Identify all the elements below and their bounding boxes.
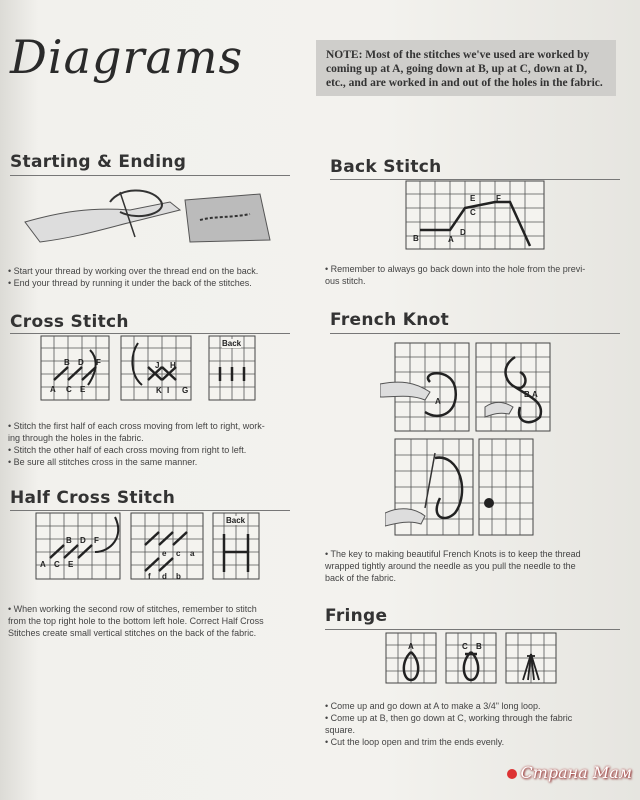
heading-cross-stitch: Cross Stitch <box>10 312 129 332</box>
label-e: E <box>80 385 86 394</box>
bullet: • Be sure all stitches cross in the same manner. <box>8 457 198 467</box>
french-knot-grid-4 <box>478 438 534 536</box>
label-c-lower: c <box>176 549 181 558</box>
label-f: F <box>94 536 99 545</box>
label-j: J <box>155 361 160 370</box>
bullet: • End your thread by running it under the back of the stitches. <box>8 278 252 288</box>
label-a: A <box>435 397 441 406</box>
bullet: back of the fabric. <box>325 573 397 583</box>
label-b-lower: b <box>176 572 181 581</box>
bullet: • Come up and go down at A to make a 3/4" long loop. <box>325 701 541 711</box>
label-a: A <box>40 560 46 569</box>
label-d: D <box>78 358 84 367</box>
fringe-grid-3 <box>505 632 557 684</box>
starting-ending-text <box>8 265 298 289</box>
label-d-lower: d <box>162 572 167 581</box>
french-knot-grid-3 <box>385 438 475 536</box>
cross-stitch-text <box>8 420 300 468</box>
half-cross-grid-1 <box>35 512 121 580</box>
bullet: • When working the second row of stitches, remember to stitch <box>8 604 257 614</box>
watermark-text: Страна Мам <box>520 763 632 782</box>
bullet: square. <box>325 725 356 735</box>
divider <box>10 510 290 511</box>
label-c: C <box>470 208 476 217</box>
bullet: ing through the holes in the fabric. <box>8 433 144 443</box>
label-i: I <box>167 386 170 395</box>
label-a: A <box>532 390 538 399</box>
back-label: Back <box>222 339 242 348</box>
bullet: wrapped tightly around the needle as you pull the needle to the <box>325 561 576 571</box>
bullet: • Stitch the first half of each cross moving from left to right, work- <box>8 421 265 431</box>
watermark-logo-icon <box>507 769 517 779</box>
heading-starting-ending: Starting & Ending <box>10 152 187 172</box>
heading-half-cross-stitch: Half Cross Stitch <box>10 488 176 508</box>
label-k: K <box>156 386 162 395</box>
label-a-lower: a <box>190 549 195 558</box>
half-cross-grid-2 <box>130 512 204 580</box>
starting-ending-illustration <box>20 182 290 254</box>
page-title: Diagrams <box>10 30 244 84</box>
label-d: D <box>80 536 86 545</box>
heading-french-knot: French Knot <box>330 310 450 330</box>
label-d: D <box>460 228 466 237</box>
label-a: A <box>448 235 454 244</box>
label-c: C <box>462 642 468 651</box>
label-b: B <box>413 234 419 243</box>
heading-fringe: Fringe <box>325 606 388 626</box>
label-e: E <box>470 194 476 203</box>
label-c: C <box>54 560 60 569</box>
label-b: B <box>64 358 70 367</box>
note-box: NOTE: Most of the stitches we've used are worked by coming up at A, going down at B, up at C, down at D, etc., and are worked in and out of the holes in the fabric. <box>316 40 616 96</box>
french-knot-grid-1 <box>380 342 470 432</box>
watermark <box>507 763 632 782</box>
bullet: Stitches create small vertical stitches on the back of the fabric. <box>8 628 257 638</box>
label-b: B <box>476 642 482 651</box>
bullet: ous stitch. <box>325 276 366 286</box>
bullet: • Come up at B, then go down at C, working through the fabric <box>325 713 573 723</box>
fringe-text <box>325 700 625 748</box>
divider <box>10 175 290 176</box>
divider <box>330 333 620 334</box>
fringe-grid-1 <box>385 632 437 684</box>
heading-back-stitch: Back Stitch <box>330 157 442 177</box>
fringe-grid-2 <box>445 632 497 684</box>
label-a: A <box>50 385 56 394</box>
divider <box>325 629 620 630</box>
label-h: H <box>170 361 176 370</box>
label-f-lower: f <box>148 572 151 581</box>
bullet: • Remember to always go back down into the hole from the previ- <box>325 264 586 274</box>
label-c: C <box>66 385 72 394</box>
divider <box>10 333 290 334</box>
label-e-lower: e <box>162 549 167 558</box>
bullet: • Cut the loop open and trim the ends evenly. <box>325 737 505 747</box>
bullet: • Start your thread by working over the thread end on the back. <box>8 266 259 276</box>
bullet: from the top right hole to the bottom left hole. Correct Half Cross <box>8 616 264 626</box>
french-knot-text <box>325 548 625 584</box>
label-g: G <box>182 386 189 395</box>
french-knot-grid-2 <box>475 342 565 432</box>
bullet: • Stitch the other half of each cross moving from right to left. <box>8 445 247 455</box>
label-a: A <box>408 642 414 651</box>
label-e: E <box>68 560 74 569</box>
back-label: Back <box>226 516 246 525</box>
label-b: B <box>524 390 530 399</box>
label-b: B <box>66 536 72 545</box>
half-cross-text <box>8 603 300 639</box>
bullet: • The key to making beautiful French Knots is to keep the thread <box>325 549 581 559</box>
label-f: F <box>496 194 501 203</box>
label-f: F <box>96 358 101 367</box>
back-stitch-text <box>325 263 625 287</box>
